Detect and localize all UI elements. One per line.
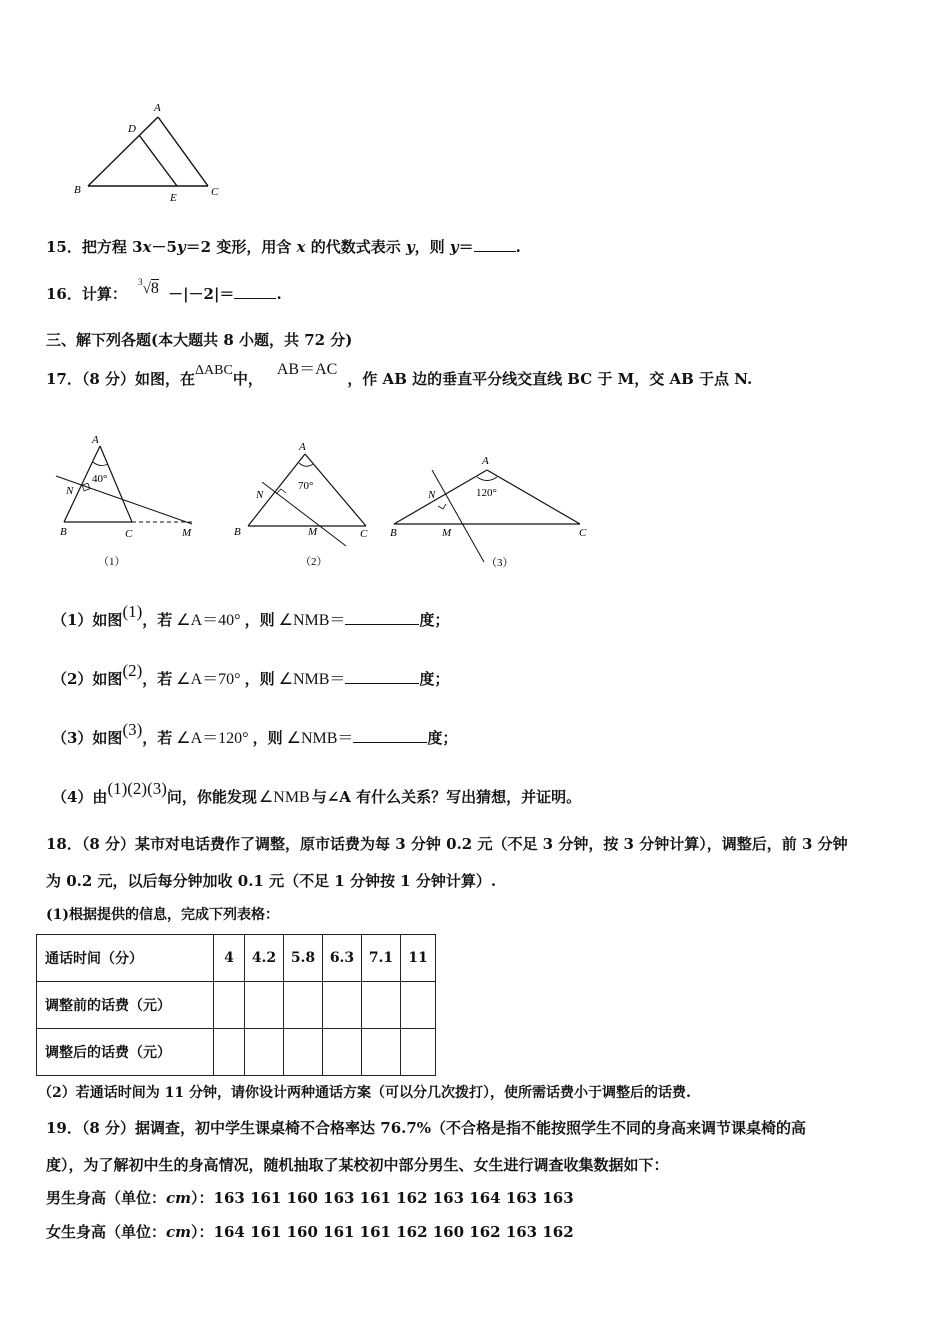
cube-root-8: $^3$√8: [138, 276, 159, 297]
time-cell: 6.3: [323, 935, 362, 982]
bisector-1: [56, 476, 192, 524]
boys-label: 男生身高（单位：: [46, 1189, 167, 1207]
q19-line-2: 度），为了解初中生的身高情况，随机抽取了某校初中部分男生、女生进行调查收集数据如下：: [46, 1156, 669, 1174]
caption-1: （1）: [98, 556, 126, 568]
sub1-fig: (1): [122, 602, 143, 621]
triangle-abc: ΔABC: [195, 363, 233, 378]
table-row-time: [37, 935, 436, 982]
answer-blank-17-1[interactable]: [345, 610, 419, 625]
answer-cell[interactable]: [214, 1029, 245, 1076]
q18-sub-2: （2）若通话时间为 11 分钟，请你设计两种通话方案（可以分几次拨打），使所需话费小于调整后的话费.: [38, 1085, 691, 1101]
var-y: y: [176, 238, 186, 256]
sub2-unit: 度；: [419, 670, 450, 688]
label-c: C: [211, 186, 219, 198]
angle-label-1: 40°: [92, 473, 108, 485]
var-x: x: [142, 238, 152, 256]
question-16: [46, 276, 282, 304]
answer-blank-15[interactable]: [474, 237, 516, 252]
unit-cm-2: cm: [166, 1223, 192, 1241]
answer-cell[interactable]: [362, 982, 401, 1029]
time-cell: 7.1: [362, 935, 401, 982]
var-x-2: x: [296, 238, 306, 256]
answer-cell[interactable]: [323, 982, 362, 1029]
q18-sub-1: (1)根据提供的信息，完成下列表格：: [46, 907, 279, 923]
q17-figure-2: [228, 436, 388, 576]
right-angle-mark-3: [438, 504, 446, 509]
q18-line-2: 为 0.2 元，以后每分钟加收 0.1 元（不足 1 分钟按 1 分钟计算）.: [46, 872, 497, 890]
label-b-1: B: [60, 526, 67, 538]
caption-3: （3）: [486, 557, 514, 569]
bisector-3: [432, 470, 484, 562]
label-a-1: A: [92, 434, 99, 446]
q17-prefix: 17．（8 分）如图，在: [46, 370, 196, 388]
sub3-then: ，则: [252, 729, 283, 747]
q19-line-1: 19．（8 分）据调查，初中学生课桌椅不合格率达 76.7%（不合格是指不能按照学生不同的身高来调节课桌椅的高: [46, 1119, 807, 1137]
answer-blank-17-3[interactable]: [353, 728, 427, 743]
answer-cell[interactable]: [245, 982, 284, 1029]
row-header-after: 调整后的话费（元）: [37, 1029, 214, 1076]
q16-suffix: －|－2|＝: [168, 285, 235, 303]
boys-heights: 163 161 160 163 161 162 163 164 163 163: [213, 1189, 574, 1207]
sub4-mid: 问，你能发现: [166, 788, 257, 806]
time-cell: 11: [401, 935, 436, 982]
time-cell: 4.2: [245, 935, 284, 982]
q17-figure-3: [384, 446, 604, 576]
var-y-2: y: [405, 238, 415, 256]
answer-cell[interactable]: [245, 1029, 284, 1076]
angle-arc-2: [299, 463, 313, 466]
answer-cell[interactable]: [323, 1029, 362, 1076]
sub3-mid: ，若: [142, 729, 173, 747]
table-row-before: [37, 982, 436, 1029]
label-c-1: C: [125, 528, 133, 540]
girls-label-end: ）：: [191, 1223, 214, 1241]
label-c-3: C: [579, 527, 587, 539]
sub2-prefix: （2）如图: [52, 670, 123, 688]
q17-sub-4: [52, 779, 582, 807]
q17-sub-3: [52, 720, 458, 748]
sub2-mid: ，若: [142, 670, 173, 688]
q15-text-e: ，则: [414, 238, 450, 256]
side-ac-3: [487, 470, 580, 524]
q19-girls: [46, 1221, 574, 1242]
section-3-title: 三、解下列各题(本大题共 8 小题，共 72 分): [46, 331, 353, 349]
table-row-after: [37, 1029, 436, 1076]
segment-ac: [158, 117, 208, 186]
sub2-angle: ∠A＝70°: [176, 671, 241, 688]
q17-figure-1: [52, 432, 212, 572]
angle-label-2: 70°: [298, 480, 314, 492]
answer-blank-16[interactable]: [234, 284, 276, 299]
q18-line-1: 18．（8 分）某市对电话费作了调整，原市话费为每 3 分钟 0.2 元（不足 3 分钟，按 3 分钟计算），调整后，前 3 分钟: [46, 835, 848, 853]
label-a-2: A: [299, 441, 306, 453]
sub1-nmb: ∠NMB＝: [278, 612, 346, 629]
q15-text-f: ＝: [458, 238, 474, 256]
q17-sub-1: [52, 602, 450, 630]
label-n-1: N: [66, 485, 74, 497]
sub3-angle: ∠A＝120°: [176, 730, 249, 747]
sub4-suffix: 与∠A 有什么关系？写出猜想，并证明。: [311, 788, 582, 806]
boys-label-end: ）：: [191, 1189, 214, 1207]
label-e: E: [170, 192, 177, 204]
sub2-nmb: ∠NMB＝: [278, 671, 346, 688]
sub3-nmb: ∠NMB＝: [286, 730, 354, 747]
label-b-2: B: [234, 526, 241, 538]
label-n-2: N: [256, 489, 264, 501]
girls-heights: 164 161 160 161 161 162 160 162 163 162: [213, 1223, 574, 1241]
answer-blank-17-2[interactable]: [345, 669, 419, 684]
q15-text-b: －5: [151, 238, 177, 256]
angle-arc-1: [93, 462, 108, 466]
q17-mid: 中，: [232, 370, 263, 388]
sub3-unit: 度；: [427, 729, 458, 747]
side-ab-3: [394, 470, 487, 524]
answer-cell[interactable]: [401, 1029, 436, 1076]
sub3-fig: (3): [122, 720, 143, 739]
root-radicand: 8: [150, 280, 159, 297]
label-c-2: C: [360, 528, 368, 540]
var-y-3: y: [449, 238, 459, 256]
girls-label: 女生身高（单位：: [46, 1223, 167, 1241]
q19-boys: [46, 1187, 574, 1208]
sub3-prefix: （3）如图: [52, 729, 123, 747]
sub2-fig: (2): [122, 661, 143, 680]
q15-text-d: 的代数式表示: [305, 238, 406, 256]
answer-cell[interactable]: [284, 1029, 323, 1076]
answer-cell[interactable]: [401, 982, 436, 1029]
q16-end: .: [276, 285, 282, 303]
sub4-figs: (1)(2)(3): [107, 779, 167, 798]
root-index: 3: [138, 276, 143, 287]
time-cell: 5.8: [284, 935, 323, 982]
label-a-3: A: [482, 455, 489, 467]
label-m-1: M: [182, 527, 192, 539]
sub1-angle: ∠A＝40°: [176, 612, 241, 629]
q16-prefix: 16．计算：: [46, 285, 127, 303]
unit-cm: cm: [166, 1189, 192, 1207]
label-b: B: [74, 184, 81, 196]
segment-de: [139, 135, 177, 186]
row-header-time: 通话时间（分）: [37, 935, 214, 982]
q15-text-c: ＝2 变形，用含: [185, 238, 297, 256]
label-a: A: [154, 102, 161, 114]
answer-cell[interactable]: [362, 1029, 401, 1076]
caption-2: （2）: [300, 556, 328, 568]
angle-arc-3: [477, 477, 497, 481]
question-15: [46, 236, 521, 257]
side-ac-2: [305, 454, 366, 526]
sub2-then: ，则: [244, 670, 275, 688]
sub4-prefix: （4）由: [52, 788, 108, 806]
q15-text: 15．把方程 3: [46, 238, 143, 256]
triangle-figure-top: [60, 95, 240, 210]
segment-ab: [88, 117, 158, 186]
fee-table: [36, 934, 436, 1076]
label-n-3: N: [428, 489, 436, 501]
sub1-prefix: （1）如图: [52, 611, 123, 629]
q17-sub-2: [52, 661, 450, 689]
row-header-before: 调整前的话费（元）: [37, 982, 214, 1029]
q15-end: .: [515, 238, 521, 256]
question-17: [46, 361, 753, 389]
label-m-3: M: [442, 527, 452, 539]
answer-cell[interactable]: [284, 982, 323, 1029]
sub1-unit: 度；: [419, 611, 450, 629]
time-cell: 4: [214, 935, 245, 982]
sub1-mid: ，若: [142, 611, 173, 629]
angle-label-3: 120°: [476, 487, 497, 499]
answer-cell[interactable]: [214, 982, 245, 1029]
q17-suffix: ，作 AB 边的垂直平分线交直线 BC 于 M，交 AB 于点 N.: [347, 370, 753, 388]
ab-equals-ac: AB＝AC: [276, 361, 338, 378]
sub4-nmb: ∠NMB: [258, 789, 310, 806]
label-b-3: B: [390, 527, 397, 539]
label-d: D: [128, 123, 136, 135]
label-m-2: M: [308, 526, 318, 538]
sub1-then: ，则: [244, 611, 275, 629]
